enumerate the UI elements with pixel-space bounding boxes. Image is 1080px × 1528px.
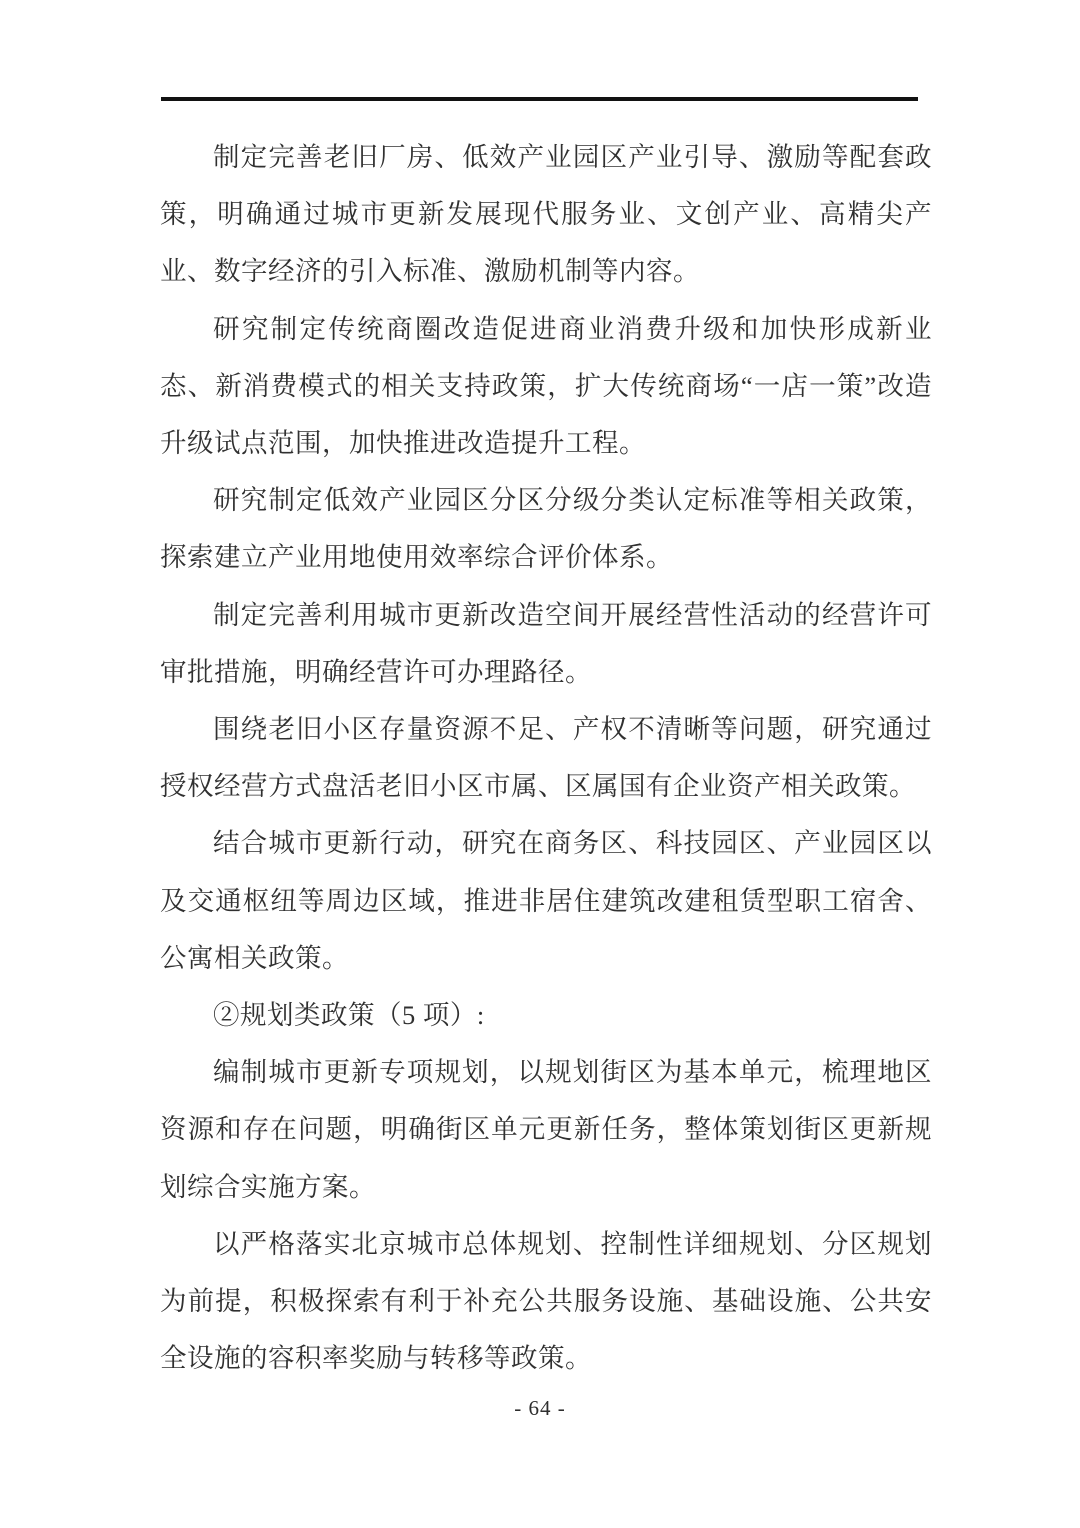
header-rule-divider [161,97,918,101]
paragraph: 以严格落实北京城市总体规划、控制性详细规划、分区规划为前提，积极探索有利于补充公共服务设施、基础设施、公共安全设施的容积率奖励与转移等政策。 [160,1228,932,1374]
paragraph: 研究制定低效产业园区分区分级分类认定标准等相关政策，探索建立产业用地使用效率综合评价体系。 [160,485,932,573]
page-body-text [160,129,932,1387]
paragraph: 围绕老旧小区存量资源不足、产权不清晰等问题，研究通过授权经营方式盘活老旧小区市属、区属国有企业资产相关政策。 [160,714,932,802]
paragraph: 结合城市更新行动，研究在商务区、科技园区、产业园区以及交通枢纽等周边区域，推进非居住建筑改建租赁型职工宿舍、公寓相关政策。 [160,828,932,973]
page-number: - 64 - [514,1396,566,1420]
paragraph: 编制城市更新专项规划，以规划街区为基本单元，梳理地区资源和存在问题，明确街区单元更新任务，整体策划街区更新规划综合实施方案。 [160,1057,932,1202]
paragraph: 制定完善老旧厂房、低效产业园区产业引导、激励等配套政策，明确通过城市更新发展现代服务业、文创产业、高精尖产业、数字经济的引入标准、激励机制等内容。 [160,142,932,287]
paragraph: 制定完善利用城市更新改造空间开展经营性活动的经营许可审批措施，明确经营许可办理路径。 [160,599,932,687]
section-heading-planning-policies: ②规划类政策（5 项）: [213,1000,485,1031]
paragraph: 研究制定传统商圈改造促进商业消费升级和加快形成新业态、新消费模式的相关支持政策，扩大传统商场“一店一策”改造升级试点范围，加快推进改造提升工程。 [160,313,932,459]
